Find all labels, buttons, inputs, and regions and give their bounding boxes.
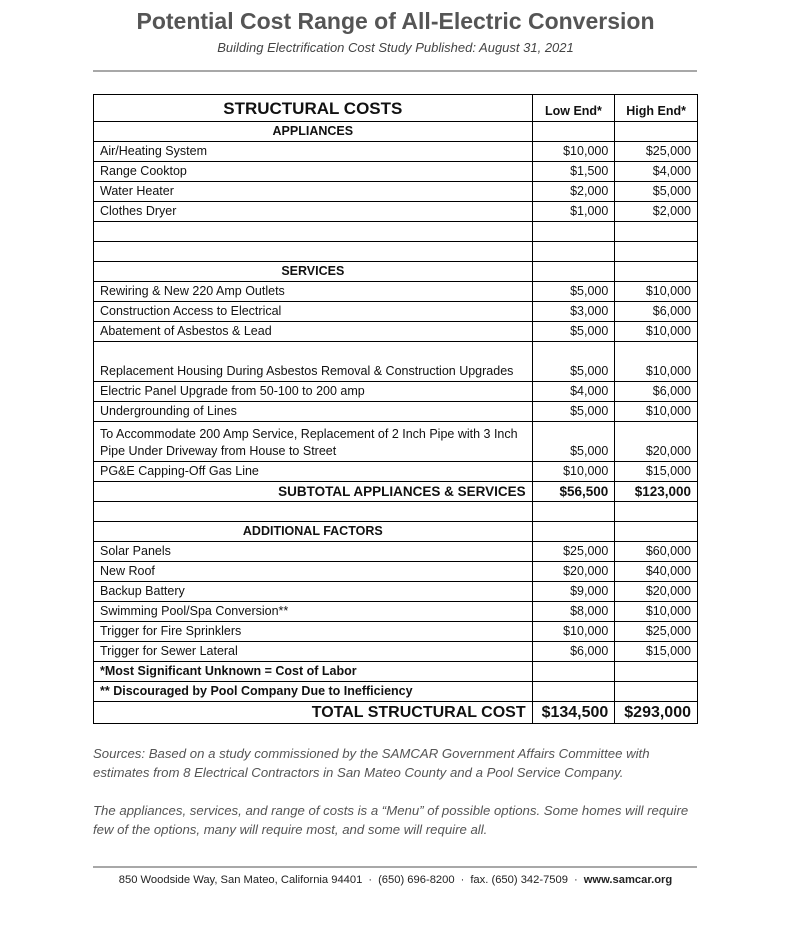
low-value: $6,000 <box>532 642 615 662</box>
table-row <box>94 422 698 462</box>
low-value: $1,000 <box>532 202 615 222</box>
high-value: $10,000 <box>615 282 698 302</box>
low-value: $10,000 <box>532 622 615 642</box>
row-label: Swimming Pool/Spa Conversion** <box>94 602 533 622</box>
high-value: $15,000 <box>615 462 698 482</box>
subtotal-label: SUBTOTAL APPLIANCES & SERVICES <box>94 482 533 502</box>
empty-cell <box>532 662 615 682</box>
row-label: Replacement Housing During Asbestos Removal & Construction Upgrades <box>94 342 533 382</box>
low-value: $2,000 <box>532 182 615 202</box>
table-row <box>94 302 698 322</box>
table-row <box>94 542 698 562</box>
row-label: New Roof <box>94 562 533 582</box>
menu-note-paragraph: The appliances, services, and range of costs is a “Menu” of possible options. Some homes will require few of the options, many will require most, and some will require all. <box>93 803 689 837</box>
table-row <box>94 342 698 382</box>
table-row <box>94 642 698 662</box>
page-title: Potential Cost Range of All-Electric Conversion <box>136 8 655 34</box>
footer-fax: fax. (650) 342-7509 <box>470 874 568 886</box>
section-heading-appliances: APPLIANCES <box>94 122 533 142</box>
table-row <box>94 182 698 202</box>
high-value: $60,000 <box>615 542 698 562</box>
low-value: $10,000 <box>532 142 615 162</box>
high-value: $6,000 <box>615 382 698 402</box>
page-subtitle: Building Electrification Cost Study Published: August 31, 2021 <box>217 40 574 55</box>
empty-cell <box>532 122 615 142</box>
low-value: $4,000 <box>532 382 615 402</box>
high-value: $20,000 <box>615 582 698 602</box>
low-end-header: Low End* <box>532 95 615 122</box>
footer-separator: · <box>573 874 578 886</box>
high-value: $10,000 <box>615 322 698 342</box>
section-heading-services: SERVICES <box>94 262 533 282</box>
empty-cell <box>532 262 615 282</box>
empty-cell <box>615 122 698 142</box>
high-value: $10,000 <box>615 342 698 382</box>
table-row <box>94 162 698 182</box>
row-label: Rewiring & New 220 Amp Outlets <box>94 282 533 302</box>
row-label: Electric Panel Upgrade from 50-100 to 200 amp <box>94 382 533 402</box>
high-value: $2,000 <box>615 202 698 222</box>
row-label: Range Cooktop <box>94 162 533 182</box>
total-high: $293,000 <box>615 702 698 724</box>
low-value: $9,000 <box>532 582 615 602</box>
top-divider <box>93 70 697 72</box>
high-value: $25,000 <box>615 622 698 642</box>
table-row <box>94 202 698 222</box>
low-value: $5,000 <box>532 282 615 302</box>
high-value: $4,000 <box>615 162 698 182</box>
total-row <box>94 702 698 724</box>
table-row <box>94 602 698 622</box>
table-row <box>94 322 698 342</box>
low-value: $5,000 <box>532 342 615 382</box>
low-value: $5,000 <box>532 402 615 422</box>
total-label: TOTAL STRUCTURAL COST <box>94 702 533 724</box>
footer-phone: (650) 696-8200 <box>378 874 455 886</box>
row-label: Undergrounding of Lines <box>94 402 533 422</box>
row-label: Solar Panels <box>94 542 533 562</box>
row-label: Air/Heating System <box>94 142 533 162</box>
empty-row <box>94 502 698 522</box>
section-heading-additional-factors: ADDITIONAL FACTORS <box>94 522 533 542</box>
row-label: To Accommodate 200 Amp Service, Replacement of 2 Inch Pipe with 3 Inch Pipe Under Driveway from House to Street <box>94 422 533 462</box>
high-value: $10,000 <box>615 602 698 622</box>
note-row <box>94 662 698 682</box>
note-row <box>94 682 698 702</box>
subtotal-high: $123,000 <box>615 482 698 502</box>
low-value: $8,000 <box>532 602 615 622</box>
empty-cell <box>615 682 698 702</box>
row-label: Backup Battery <box>94 582 533 602</box>
high-end-header: High End* <box>615 95 698 122</box>
sources-paragraph: Sources: Based on a study commissioned by the SAMCAR Government Affairs Committee with estimates from 8 Electrical Contractors in San Mateo County and a Pool Service Company. <box>93 746 650 780</box>
empty-cell <box>615 522 698 542</box>
empty-row <box>94 222 698 242</box>
high-value: $20,000 <box>615 422 698 462</box>
row-label: PG&E Capping-Off Gas Line <box>94 462 533 482</box>
low-value: $25,000 <box>532 542 615 562</box>
footer-separator: · <box>460 874 465 886</box>
high-value: $15,000 <box>615 642 698 662</box>
table-row <box>94 402 698 422</box>
high-value: $10,000 <box>615 402 698 422</box>
empty-cell <box>615 262 698 282</box>
low-value: $5,000 <box>532 422 615 462</box>
row-label: Clothes Dryer <box>94 202 533 222</box>
table-title: STRUCTURAL COSTS <box>94 95 533 122</box>
empty-row <box>94 242 698 262</box>
row-label: Abatement of Asbestos & Lead <box>94 322 533 342</box>
high-value: $5,000 <box>615 182 698 202</box>
table-row <box>94 582 698 602</box>
footer-website-link[interactable]: www.samcar.org <box>583 874 673 886</box>
section-row-additional <box>94 522 698 542</box>
bottom-divider <box>93 866 697 868</box>
subtotal-row <box>94 482 698 502</box>
table-row <box>94 382 698 402</box>
row-label: Construction Access to Electrical <box>94 302 533 322</box>
table-row <box>94 282 698 302</box>
table-row <box>94 622 698 642</box>
empty-cell <box>615 662 698 682</box>
table-row <box>94 562 698 582</box>
low-value: $20,000 <box>532 562 615 582</box>
footer <box>0 874 791 886</box>
row-label: Water Heater <box>94 182 533 202</box>
footer-separator: · <box>368 874 373 886</box>
row-label: Trigger for Sewer Lateral <box>94 642 533 662</box>
table-row <box>94 142 698 162</box>
footer-address: 850 Woodside Way, San Mateo, California 94401 <box>118 874 363 886</box>
structural-costs-table <box>93 94 698 724</box>
low-value: $3,000 <box>532 302 615 322</box>
empty-cell <box>532 522 615 542</box>
low-value: $10,000 <box>532 462 615 482</box>
subtotal-low: $56,500 <box>532 482 615 502</box>
pool-note: ** Discouraged by Pool Company Due to Inefficiency <box>94 682 533 702</box>
section-row-appliances <box>94 122 698 142</box>
low-value: $1,500 <box>532 162 615 182</box>
labor-note: *Most Significant Unknown = Cost of Labor <box>94 662 533 682</box>
high-value: $25,000 <box>615 142 698 162</box>
high-value: $40,000 <box>615 562 698 582</box>
total-low: $134,500 <box>532 702 615 724</box>
high-value: $6,000 <box>615 302 698 322</box>
table-header-row <box>94 95 698 122</box>
table-row <box>94 462 698 482</box>
row-label: Trigger for Fire Sprinklers <box>94 622 533 642</box>
low-value: $5,000 <box>532 322 615 342</box>
empty-cell <box>532 682 615 702</box>
section-row-services <box>94 262 698 282</box>
